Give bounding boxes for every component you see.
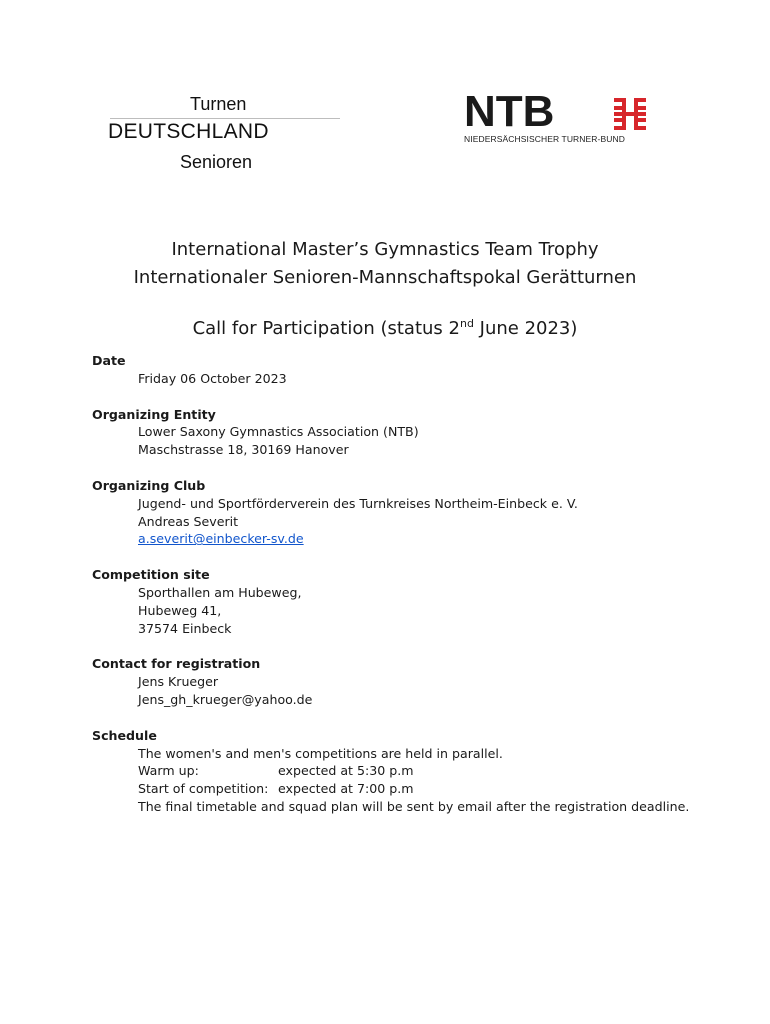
section-heading: Contact for registration — [92, 656, 261, 672]
call-suffix: June 2023) — [473, 318, 578, 339]
schedule-note: The final timetable and squad plan will be sent by email after the registration deadline. — [138, 798, 690, 814]
section-heading: Organizing Club — [92, 477, 206, 493]
ntb-logo-subtitle: NIEDERSÄCHSISCHER TURNER-BUND — [464, 134, 625, 144]
entity-address: Maschstrasse 18, 30169 Hanover — [138, 442, 349, 458]
site-city: 37574 Einbeck — [138, 620, 232, 636]
logo-left-rule — [110, 118, 340, 119]
schedule-warmup — [92, 762, 692, 780]
section-contact — [92, 655, 692, 708]
logo-left-line3: Senioren — [180, 152, 253, 172]
document-title-block — [0, 236, 770, 343]
contact-email: Jens_gh_krueger@yahoo.de — [138, 691, 313, 707]
date-value: Friday 06 October 2023 — [138, 370, 287, 386]
ntb-logo — [464, 87, 660, 150]
section-schedule — [92, 727, 692, 816]
title-english: International Master’s Gymnastics Team Trophy — [171, 239, 599, 260]
ntb-logo-word: NTB — [464, 87, 555, 136]
schedule-start — [92, 780, 692, 798]
start-value: expected at 7:00 p.m — [278, 781, 414, 797]
title-german: Internationaler Senioren-Mannschaftspokal Gerätturnen — [133, 267, 637, 288]
section-heading: Competition site — [92, 567, 210, 583]
logo-left-line2: DEUTSCHLAND — [108, 120, 269, 143]
section-heading: Organizing Entity — [92, 406, 216, 422]
call-sup: nd — [459, 317, 474, 330]
entity-name: Lower Saxony Gymnastics Association (NTB) — [138, 424, 419, 440]
schedule-intro: The women's and men's competitions are held in parallel. — [138, 745, 503, 761]
section-organizing-club — [92, 477, 692, 548]
club-email-link[interactable]: a.severit@einbecker-sv.de — [138, 531, 304, 547]
section-date — [92, 352, 692, 388]
warmup-value: expected at 5:30 p.m — [278, 763, 414, 779]
club-email-line — [92, 530, 692, 548]
club-name: Jugend- und Sportförderverein des Turnkreises Northeim-Einbeck e. V. — [138, 495, 578, 511]
warmup-label: Warm up: — [138, 763, 199, 779]
call-for-participation — [0, 310, 770, 343]
section-competition-site — [92, 566, 692, 637]
contact-name: Jens Krueger — [138, 674, 219, 690]
turnen-deutschland-senioren-logo — [108, 94, 340, 176]
site-street: Hubeweg 41, — [138, 602, 222, 618]
club-contact-person: Andreas Severit — [138, 513, 239, 529]
start-label: Start of competition: — [138, 781, 269, 797]
section-heading: Date — [92, 353, 126, 368]
site-venue: Sporthallen am Hubeweg, — [138, 584, 302, 600]
info-sections — [92, 352, 692, 834]
section-heading: Schedule — [92, 727, 157, 743]
logo-left-line1: Turnen — [190, 94, 247, 114]
call-prefix: Call for Participation (status 2 — [192, 318, 460, 339]
turner-cross-icon — [612, 96, 648, 132]
section-organizing-entity — [92, 406, 692, 459]
